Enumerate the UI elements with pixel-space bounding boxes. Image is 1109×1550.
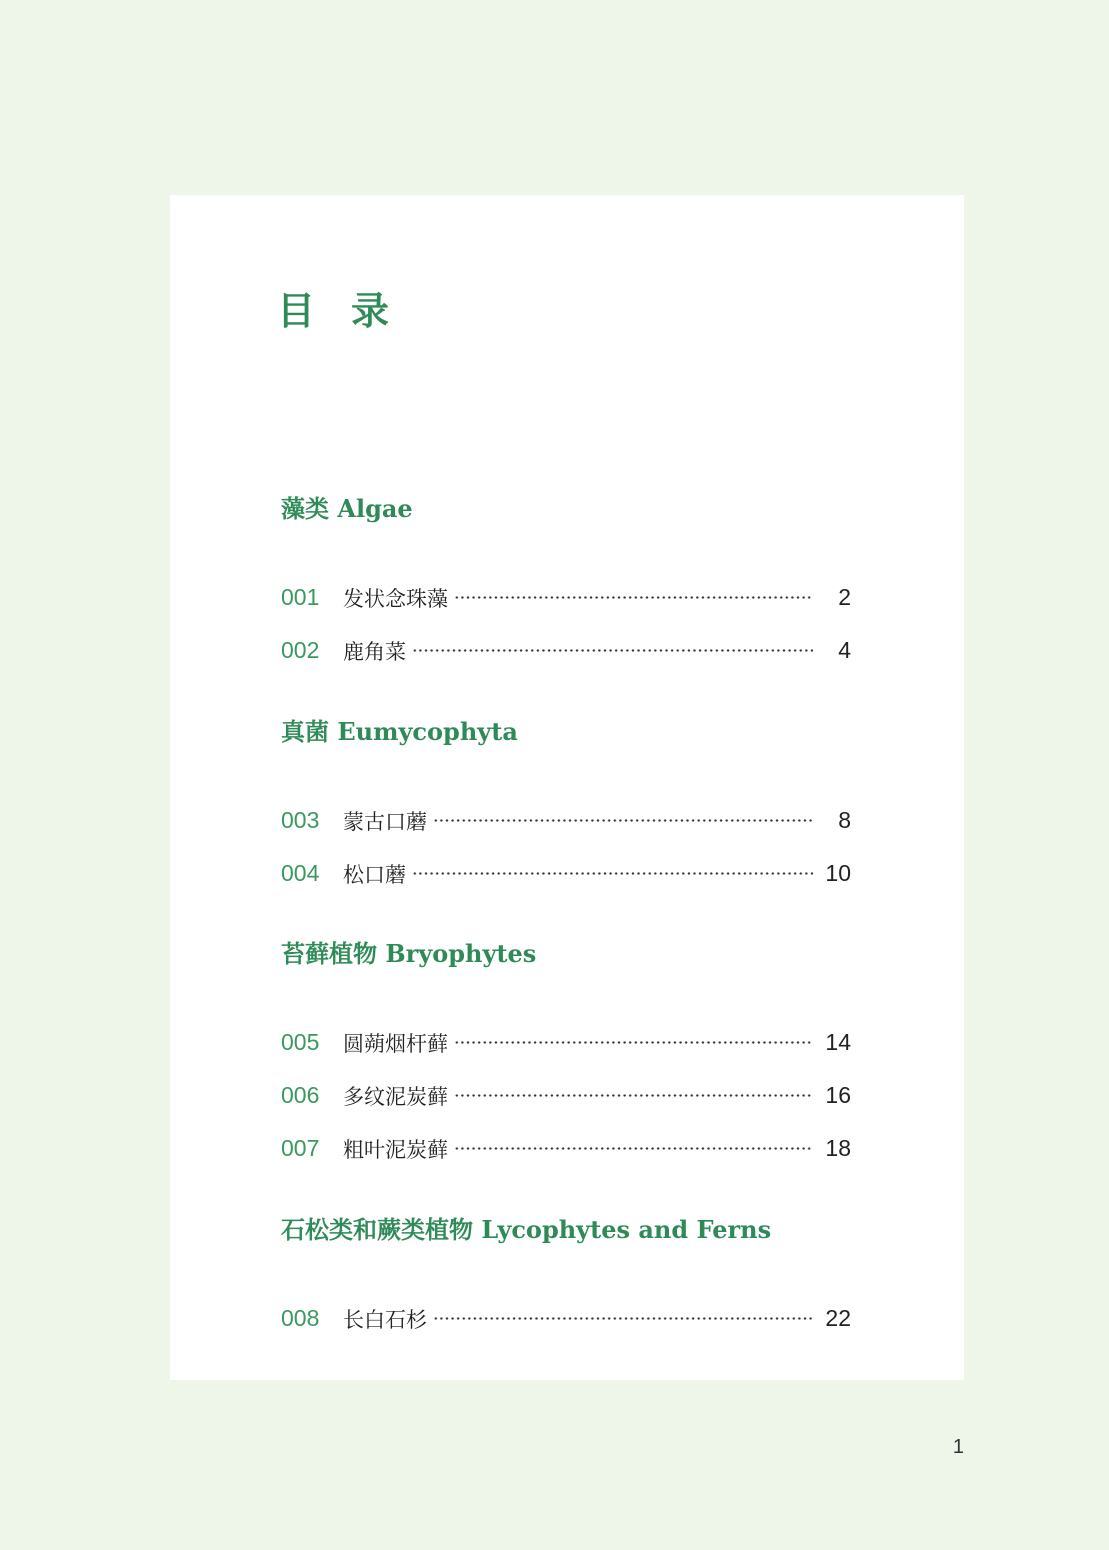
toc-section-algae — [281, 489, 851, 677]
dot-leader — [454, 1041, 813, 1044]
dot-leader — [433, 1317, 813, 1320]
entry-page: 8 — [838, 807, 851, 833]
entry-list — [281, 1016, 851, 1175]
entry-name: 粗叶泥炭藓 — [343, 1137, 448, 1162]
entry-name: 多纹泥炭藓 — [343, 1084, 448, 1109]
section-heading: 苔藓植物 Bryophytes — [281, 939, 537, 968]
toc-panel — [170, 195, 964, 1380]
entry-number: 002 — [281, 637, 320, 663]
entry-name: 圆蒴烟杆藓 — [343, 1031, 448, 1056]
entry-name: 发状念珠藻 — [343, 586, 448, 611]
entry-name: 松口蘑 — [343, 862, 406, 887]
section-heading: 真菌 Eumycophyta — [281, 717, 518, 746]
entry-page: 16 — [825, 1082, 851, 1108]
toc-title-second: 录 — [351, 288, 390, 333]
entry-number: 005 — [281, 1029, 320, 1055]
dot-leader — [412, 649, 813, 652]
dot-leader — [433, 819, 813, 822]
entry-list — [281, 571, 851, 677]
toc-entry[interactable] — [281, 1069, 851, 1122]
entry-name: 鹿角菜 — [343, 639, 406, 664]
toc-section-bryophytes — [281, 934, 851, 1175]
entry-page: 14 — [825, 1029, 851, 1055]
toc-entry[interactable] — [281, 1016, 851, 1069]
toc-title-first: 目 — [277, 288, 316, 333]
entry-number: 004 — [281, 860, 320, 886]
entry-page: 22 — [825, 1305, 851, 1331]
toc-section-lycophytes-ferns — [281, 1210, 851, 1345]
entry-page: 4 — [838, 637, 851, 663]
toc-entry[interactable] — [281, 1292, 851, 1345]
entry-page: 10 — [825, 860, 851, 886]
entry-number: 006 — [281, 1082, 320, 1108]
entry-number: 007 — [281, 1135, 320, 1161]
dot-leader — [454, 1147, 813, 1150]
entry-page: 2 — [838, 584, 851, 610]
section-heading: 石松类和蕨类植物 Lycophytes and Ferns — [281, 1215, 772, 1244]
page-number: 1 — [952, 1436, 964, 1458]
entry-name: 蒙古口蘑 — [343, 809, 427, 834]
dot-leader — [412, 872, 813, 875]
section-heading: 藻类 Algae — [281, 494, 413, 523]
entry-list — [281, 1292, 851, 1345]
toc-entry[interactable] — [281, 624, 851, 677]
toc-entry[interactable] — [281, 847, 851, 900]
entry-page: 18 — [825, 1135, 851, 1161]
entry-number: 008 — [281, 1305, 320, 1331]
dot-leader — [454, 596, 813, 599]
entry-list — [281, 794, 851, 900]
entry-number: 003 — [281, 807, 320, 833]
toc-entry[interactable] — [281, 1122, 851, 1175]
toc-title — [277, 283, 389, 339]
toc-entry[interactable] — [281, 794, 851, 847]
entry-name: 长白石杉 — [343, 1307, 427, 1332]
entry-number: 001 — [281, 584, 320, 610]
toc-entry[interactable] — [281, 571, 851, 624]
dot-leader — [454, 1094, 813, 1097]
toc-section-eumycophyta — [281, 712, 851, 900]
